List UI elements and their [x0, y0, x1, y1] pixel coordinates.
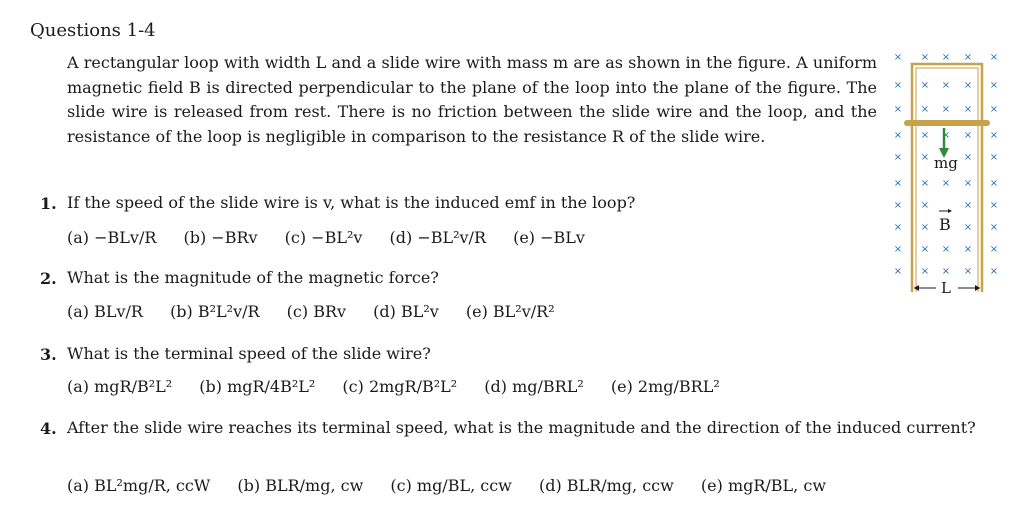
- question-1-text: If the speed of the slide wire is v, what is the induced emf in the loop?: [67, 193, 636, 212]
- questions-heading: Questions 1-4: [30, 20, 156, 41]
- question-1-number: 1.: [40, 194, 57, 213]
- field-into-page-mark: ×: [920, 178, 930, 189]
- field-into-page-mark: ×: [963, 266, 973, 277]
- option: (a) BLv/R: [67, 302, 143, 321]
- field-into-page-mark: ×: [989, 152, 999, 163]
- field-into-page-mark: ×: [989, 200, 999, 211]
- field-into-page-mark: ×: [989, 52, 999, 63]
- field-into-page-mark: ×: [893, 130, 903, 141]
- option: (c) −BL²v: [284, 228, 363, 247]
- option: (e) mgR/BL, cw: [700, 476, 827, 495]
- option: (b) B²L²v/R: [170, 302, 260, 321]
- field-into-page-mark: ×: [963, 130, 973, 141]
- field-into-page-mark: ×: [963, 104, 973, 115]
- option: (b) mgR/4B²L²: [199, 377, 316, 396]
- option: (b) BLR/mg, cw: [237, 476, 364, 495]
- b-vector-arrow-head: [948, 209, 952, 213]
- field-into-page-mark: ×: [963, 200, 973, 211]
- field-into-page-mark: ×: [920, 200, 930, 211]
- field-into-page-mark: ×: [989, 80, 999, 91]
- field-into-page-mark: ×: [893, 200, 903, 211]
- field-into-page-mark: ×: [963, 80, 973, 91]
- field-into-page-mark: ×: [920, 244, 930, 255]
- field-into-page-mark: ×: [963, 244, 973, 255]
- option: (c) 2mgR/B²L²: [342, 377, 458, 396]
- field-into-page-mark: ×: [920, 80, 930, 91]
- mg-label: mg: [934, 154, 958, 172]
- loop-figure: [888, 48, 1008, 300]
- l-label: L: [941, 279, 951, 297]
- field-into-page-mark: ×: [989, 178, 999, 189]
- field-into-page-mark: ×: [941, 130, 951, 141]
- field-into-page-mark: ×: [941, 104, 951, 115]
- field-into-page-mark: ×: [893, 52, 903, 63]
- field-into-page-mark: ×: [941, 52, 951, 63]
- field-into-page-mark: ×: [963, 222, 973, 233]
- question-2-options: [67, 302, 577, 321]
- field-into-page-mark: ×: [941, 80, 951, 91]
- option: (b) −BRv: [183, 228, 258, 247]
- option: (a) −BLv/R: [67, 228, 157, 247]
- field-into-page-mark: ×: [893, 80, 903, 91]
- field-into-page-mark: ×: [920, 152, 930, 163]
- field-into-page-mark: ×: [893, 178, 903, 189]
- question-3-text: What is the terminal speed of the slide wire?: [67, 344, 431, 363]
- option: (c) BRv: [286, 302, 347, 321]
- problem-intro: A rectangular loop with width L and a slide wire with mass m are as shown in the figure. A uniform magnetic field B is directed perpendicular to the plane of the loop into the plane of the figure. The slide wire is released from rest. There is no friction between the slide wire and the loop, and the resistance of the loop is negligible in comparison to the resistance R of the slide wire.: [67, 53, 877, 146]
- field-into-page-mark: ×: [893, 152, 903, 163]
- field-into-page-mark: ×: [963, 152, 973, 163]
- field-into-page-mark: ×: [920, 222, 930, 233]
- question-2-text: What is the magnitude of the magnetic force?: [67, 268, 439, 287]
- field-into-page-mark: ×: [893, 266, 903, 277]
- question-4-number: 4.: [40, 419, 57, 438]
- question-4-options: [67, 476, 848, 495]
- field-into-page-mark: ×: [893, 222, 903, 233]
- option: (a) BL²mg/R, ccW: [67, 476, 211, 495]
- field-into-page-mark: ×: [920, 104, 930, 115]
- option: (d) −BL²v/R: [389, 228, 486, 247]
- field-into-page-mark: ×: [893, 244, 903, 255]
- field-into-page-mark: ×: [920, 130, 930, 141]
- field-into-page-mark: ×: [941, 178, 951, 189]
- field-into-page-mark: ×: [989, 266, 999, 277]
- option: (d) BL²v: [373, 302, 439, 321]
- option: (d) mg/BRL²: [484, 377, 584, 396]
- question-2-number: 2.: [40, 269, 57, 288]
- b-label: B: [939, 215, 951, 234]
- field-into-page-mark: ×: [989, 104, 999, 115]
- option: (e) 2mg/BRL²: [610, 377, 720, 396]
- field-into-page-mark: ×: [989, 222, 999, 233]
- slide-wire: [904, 120, 990, 126]
- option: (c) mg/BL, ccw: [390, 476, 512, 495]
- field-into-page-mark: ×: [893, 104, 903, 115]
- option: (e) −BLv: [513, 228, 585, 247]
- option: (d) BLR/mg, ccw: [538, 476, 674, 495]
- field-into-page-mark: ×: [941, 244, 951, 255]
- field-into-page-mark: ×: [920, 266, 930, 277]
- field-into-page-mark: ×: [963, 178, 973, 189]
- question-3-options: [67, 377, 742, 396]
- field-into-page-mark: ×: [989, 130, 999, 141]
- option: (a) mgR/B²L²: [67, 377, 173, 396]
- field-into-page-mark: ×: [941, 266, 951, 277]
- field-into-page-mark: ×: [963, 52, 973, 63]
- question-3-number: 3.: [40, 345, 57, 364]
- question-1-options: [67, 228, 607, 247]
- field-into-page-mark: ×: [920, 52, 930, 63]
- field-into-page-mark: ×: [989, 244, 999, 255]
- option: (e) BL²v/R²: [465, 302, 555, 321]
- question-4-text: After the slide wire reaches its terminal speed, what is the magnitude and the direction of the induced current?: [67, 418, 976, 437]
